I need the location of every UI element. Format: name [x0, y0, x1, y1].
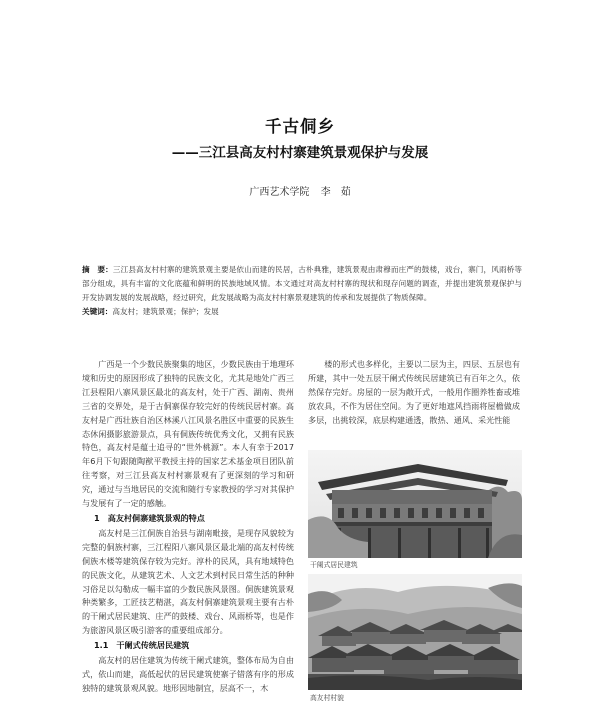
figure-caption-1: 干阑式居民建筑 [310, 561, 358, 569]
body-paragraph-2: 高友村是三江侗族自治县与湖南毗接，是现存风貌较为完整的侗族村寨，三江程阳八寨风景区最北端的高友村传统侗族木楼等建筑保存较为完好。淳朴的民风，具有地域特色的民族文化，从建筑艺术、人文艺术到村民日常生活的种种习俗足以勾勒成一幅丰富的少数民族风景图。侗族建筑景观种类繁多，工匠技艺精湛，高友村侗寨建筑景观主要有古朴的干阑式居民建筑、庄严的鼓楼、戏台、风雨桥等，也是作为旅游风景区吸引游客的重要组成部分。 [82, 527, 294, 636]
body-column-right [308, 358, 520, 428]
section-heading-1: 1 高友村侗寨建筑景观的特点 [94, 512, 205, 523]
body-paragraph-3: 高友村的居住建筑为传统干阑式建筑，整体布局为自由式，依山而建，高低起伏的居民建筑使寨子错落有序的形成独特的建筑景观风貌。地形因地制宜，层高不一，木 [82, 655, 294, 693]
subsection-heading-1-1: 1.1 干阑式传统居民建筑 [94, 640, 190, 651]
body-paragraph-right-1: 楼的形式也多样化，主要以二层为主，四层、五层也有所建，其中一处五层干阑式传统民居建筑已有百年之久，依然保存完好。房屋的一层为敞开式，一般用作圈养牲畜或堆放农具，不作为居住空间。为了更好地遮风挡雨将屋檐做成多层，出挑较深，底层构建通透，散热、通风、采光性能 [308, 359, 520, 425]
abstract-block [82, 263, 522, 319]
body-paragraph-1: 广西是一个少数民族聚集的地区，少数民族由于地理环境和历史的原因形成了独特的民族文化，尤其是地处广西三江县程阳八寨风景区最北的高友村，处于广西、湖南、贵州三省的交界处，是于古侗寨保存较完好的传统民居村寨。高友村是广西壮族自治区林溪八江风景名胜区中重要的民族生态休闲摄影旅游景点，具有侗族传统优秀文化，又拥有民族特色，高友村是蕴士追寻的“世外桃源”。本人有幸于2017年6月下旬跟随陶猷平教授主持的国家艺术基金项目团队前往考察，对三江县高友村村寨景观有了更深刻的学习和研究，通过与当地居民的交流和随行专家教授的学习对其保护与发展有了一定的感触。 [82, 359, 294, 509]
keywords-text: 高友村；建筑景观；保护；发展 [112, 307, 219, 316]
paper-title: 千古侗乡 [265, 117, 335, 136]
abstract-text: 三江县高友村村寨的建筑景观主要是依山而建的民居，古朴典雅，建筑景观由肃穆而庄严的鼓楼，戏台，寨门，风雨桥等部分组成，具有丰富的文化底蕴和鲜明的民族地域风情。本文通过对高友村村寨的现状和现存问题的调查，并提出建筑景观保护与开发协调发展的发展战略，经过研究，此发展战略为高友村村寨景观建筑的传承和发展提供了物质保障。 [82, 265, 522, 302]
affiliation: 广西艺术学院 [249, 187, 310, 198]
body-column-left [82, 358, 294, 696]
abstract-paragraph [82, 263, 522, 305]
keywords-paragraph [82, 305, 522, 319]
paper-subtitle: ——三江县高友村村寨建筑景观保护与发展 [171, 145, 429, 161]
author-name: 李 茹 [320, 187, 351, 198]
abstract-label: 摘 要： [82, 265, 113, 274]
author-line [0, 183, 600, 198]
figure-caption-2: 高友村村貌 [310, 694, 344, 702]
keywords-label: 关键词： [82, 307, 113, 316]
figure-stilt-house-photo [308, 450, 522, 558]
figure-village-view-photo [308, 574, 522, 690]
